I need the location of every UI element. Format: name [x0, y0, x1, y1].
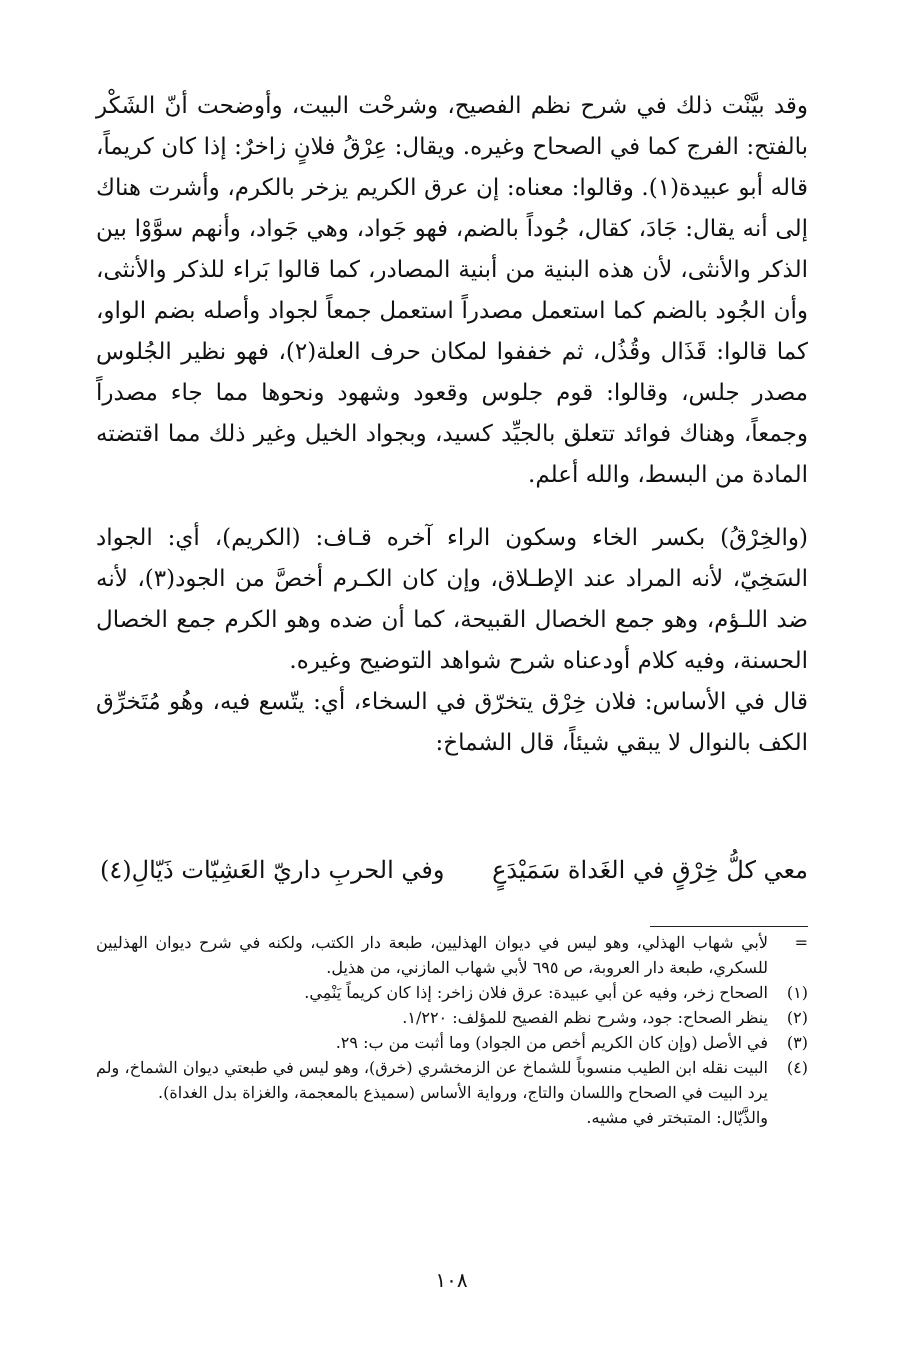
footnote-mark: (٤) — [786, 1058, 808, 1077]
paragraph-1: وقد بيَّنْت ذلك في شرح نظم الفصيح، وشرحْت البيت، وأوضحت أنّ الشَكْر بالفتح: الفرج كما في الصحاح وغيره. ويقال: عِرْقُ فلانٍ زاخرٌ: إذا كان كريماً، قاله أبو عبيدة(١). وقالوا: معناه: إن عرق الكريم يزخر بالكرم، وأشرت هناك إلى أنه يقال: جَادَ، كقال، جُوداً بالضم، فهو جَواد، وهي جَواد، وأنهم سوَّوْا بين الذكر والأنثى، لأن هذه البنية من أبنية المصادر، كما قالوا بَراء للذكر والأنثى، وأن الجُود بالضم كما استعمل مصدراً استعمل جمعاً لجواد وأصله بضم الواو، كما قالوا: قَذَال وقُذُل، ثم خففوا لمكان حرف العلة(٢)، فهو نظير الجُلوس مصدر جلس، وقالوا: قوم جلوس وقعود وشهود ونحوها مما جاء مصدراً وجمعاً، وهناك فوائد تتعلق بالجيِّد كسيد، وبجواد الخيل وغير ذلك مما اقتضته المادة من البسط، والله أعلم. — [96, 93, 808, 488]
paragraph-2: (والخِرْقُ) بكسر الخاء وسكون الراء آخره قـاف: (الكريم)، أي: الجواد السَخِيّ، لأنه المراد عند الإطـلاق، وإن كان الكـرم أخصَّ من الجود(٣)، لأنه ضد اللـؤم، وهو جمع الخصال القبيحة، كما أن ضده وهو الكرم جمع الخصال الحسنة، وفيه كلام أودعناه شرح شواهد التوضيح وغيره. — [96, 525, 809, 674]
footnote-continued — [96, 930, 808, 980]
footnote-mark: (٣) — [786, 1033, 808, 1052]
footnote-text: البيت نقله ابن الطيب منسوباً للشماخ عن الزمخشري (خرق)، وهو ليس في طبعتي ديوان الشماخ، ولم يرد البيت في الصحاح واللسان والتاج، ورواية الأساس (سميذع بالمعجمة، والغزاة بدل الغداة). — [96, 1058, 768, 1102]
footnote-4 — [96, 1055, 808, 1105]
footnote-mark: (١) — [786, 983, 808, 1002]
footnote-text: لأبي شهاب الهذلي، وهو ليس في ديوان الهذليين، طبعة دار الكتب، ولكنه في شرح ديوان الهذليين للسكري، طبعة دار العروبة، ص ٦٩٥ لأبي شهاب المازني، من هذيل. — [96, 933, 768, 977]
main-text — [96, 86, 808, 764]
paragraph-3: قال في الأساس: فلان خِرْق يتخرّق في السخاء، أي: يتّسع فيه، وهُو مُتَخرِّق الكف بالنوال لا يبقي شيئاً، قال الشماخ: — [96, 689, 808, 756]
verse-first-hemistich: معي كلُّ خِرْقٍ في الغَداة سَمَيْدَعٍ — [492, 856, 808, 884]
footnote-text: ينظر الصحاح: جود، وشرح نظم الفصيح للمؤلف: ١/٢٢٠. — [402, 1008, 768, 1027]
poetry-verse — [100, 850, 808, 890]
verse-second-hemistich: وفي الحربِ داريّ العَشِيّات ذَيّالِ(٤) — [100, 856, 445, 884]
footnotes — [96, 930, 808, 1130]
footnote-mark: (٢) — [786, 1008, 808, 1027]
footnote-text: الصحاح زخر، وفيه عن أبي عبيدة: عرق فلان زاخر: إذا كان كريماً يَنْمِي. — [304, 983, 768, 1002]
footnote-2 — [96, 1005, 808, 1030]
footnote-mark: = — [794, 933, 808, 952]
footnote-3 — [96, 1030, 808, 1055]
footnote-1 — [96, 980, 808, 1005]
footnote-separator — [650, 926, 808, 927]
page-number: ١٠٨ — [435, 1268, 468, 1292]
footnote-text: في الأصل (وإن كان الكريم أخص من الجواد) وما أثبت من ب: ٢٩. — [335, 1033, 768, 1052]
footnote-text: والذَّيّال: المتبختر في مشيه. — [586, 1108, 768, 1127]
footnote-4-continued — [96, 1105, 808, 1130]
